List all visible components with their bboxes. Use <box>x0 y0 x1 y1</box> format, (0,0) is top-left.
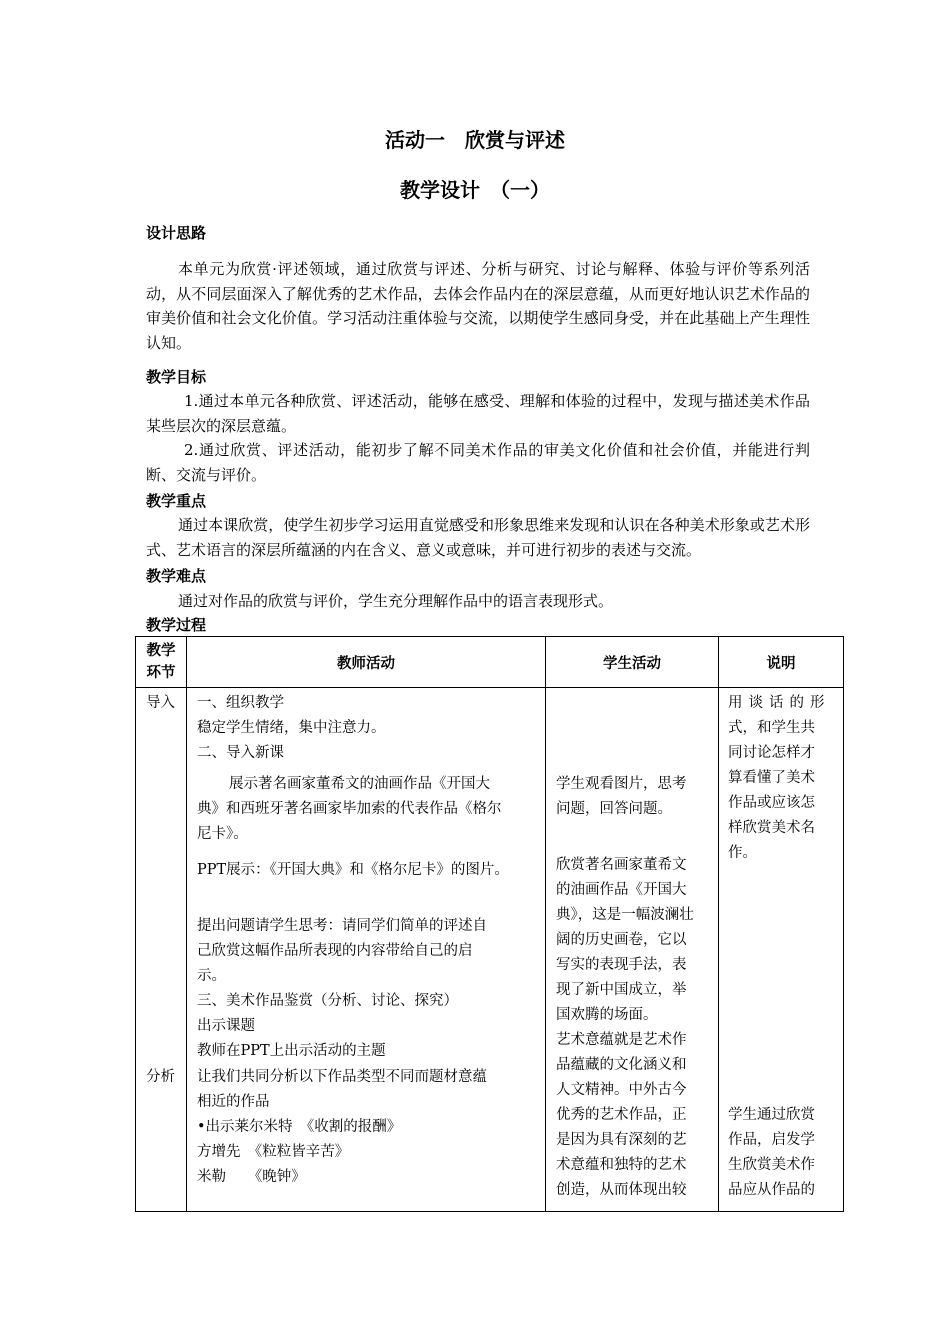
note-line: 算看懂了美术 <box>728 770 815 786</box>
document-subtitle: 教学设计 （一） <box>400 178 550 202</box>
student-line: 创造，从而体现出较 <box>556 1182 687 1198</box>
note-line: 生欣赏美术作 <box>728 1157 815 1173</box>
note-line: 同讨论怎样才 <box>728 745 815 761</box>
design-idea-heading: 设计思路 <box>146 224 207 242</box>
process-heading: 教学过程 <box>146 616 207 634</box>
stage-analysis: 分析 <box>146 1069 175 1085</box>
student-line: 的油画作品《开国大 <box>556 882 687 898</box>
header-stage-line2: 环节 <box>146 665 176 681</box>
teacher-line: 展示著名画家董希文的油画作品《开国大 <box>229 776 490 792</box>
note-line: 样欣赏美术名 <box>728 820 815 836</box>
teacher-line: 相近的作品 <box>197 1094 270 1110</box>
stage-cell <box>136 688 187 1212</box>
note-line: 式，和学生共 <box>728 720 815 736</box>
teacher-line: 典》和西班牙著名画家毕加索的代表作品《格尔 <box>197 801 502 817</box>
student-line: 术意蕴和独特的艺术 <box>556 1157 687 1173</box>
header-teacher: 教师活动 <box>187 637 546 688</box>
note-line: 作。 <box>728 845 757 861</box>
note-line: 作品或应该怎 <box>728 795 815 811</box>
header-student: 学生活动 <box>546 637 719 688</box>
teacher-line: 三、美术作品鉴赏（分析、讨论、探究） <box>197 993 458 1009</box>
teacher-line: 出示课题 <box>197 1018 255 1034</box>
teacher-line: 尼卡》。 <box>197 826 248 842</box>
teacher-line: •出示莱尔米特 《收割的报酬》 <box>197 1119 402 1135</box>
teacher-line: 让我们共同分析以下作品类型不同而题材意蕴 <box>197 1069 487 1085</box>
goal-item-1: 1.通过本单元各种欣赏、评述活动，能够在感受、理解和体验的过程中，发现与描述美术作品某些层次的深层意蕴。 <box>146 392 810 435</box>
teacher-line: 方增先 《粒粒皆辛苦》 <box>197 1144 350 1160</box>
note-line: 学生通过欣赏 <box>728 1107 815 1123</box>
teacher-line: 示。 <box>197 968 226 984</box>
header-stage <box>136 637 187 688</box>
student-activity-cell <box>546 688 719 1212</box>
teacher-line: 提出问题请学生思考：请同学们简单的评述自 <box>197 918 487 934</box>
student-line: 写实的表现手法，表 <box>556 957 687 973</box>
student-line: 优秀的艺术作品，正 <box>556 1107 687 1123</box>
teacher-activity-cell <box>187 688 546 1212</box>
document-title: 活动一 欣赏与评述 <box>385 128 565 152</box>
teacher-line: 一、组织教学 <box>197 695 284 711</box>
teacher-line: 己欣赏这幅作品所表现的内容带给自己的启 <box>197 943 473 959</box>
stage-intro: 导入 <box>146 695 175 711</box>
goal-item-2: 2.通过欣赏、评述活动，能初步了解不同美术作品的审美文化价值和社会价值，并能进行判断、交流与评价。 <box>146 441 810 484</box>
teacher-line: 米勒 《晚钟》 <box>197 1169 306 1185</box>
table-header-row <box>136 637 844 688</box>
header-stage-line1: 教学 <box>146 643 176 659</box>
teacher-line: PPT展示：《开国大典》和《格尔尼卡》的图片。 <box>197 862 509 878</box>
student-line: 艺术意蕴就是艺术作 <box>556 1032 687 1048</box>
header-note: 说明 <box>719 637 844 688</box>
key-points-heading: 教学重点 <box>146 492 207 510</box>
design-idea-text: 本单元为欣赏·评述领域，通过欣赏与评述、分析与研究、讨论与解释、体验与评价等系列活动，从不同层面深入了解优秀的艺术作品，去体会作品内在的深层意蕴，从而更好地认识艺术作品的审美价值和社会文化价值。学习活动注重体验与交流，以期使学生感同身受，并在此基础上产生理性认知。 <box>146 260 810 352</box>
student-line: 人文精神。中外古今 <box>556 1082 687 1098</box>
teacher-line: 二、导入新课 <box>197 745 284 761</box>
teacher-line: 教师在PPT上出示活动的主题 <box>197 1043 386 1059</box>
student-line: 阔的历史画卷，它以 <box>556 932 687 948</box>
student-line: 典》，这是一幅波澜壮 <box>556 907 694 923</box>
note-cell <box>719 688 844 1212</box>
difficulties-heading: 教学难点 <box>146 567 207 585</box>
student-line: 问题，回答问题。 <box>556 801 672 817</box>
student-line: 欣赏著名画家董希文 <box>556 857 687 873</box>
note-line: 品应从作品的 <box>728 1182 815 1198</box>
table-row <box>136 688 844 1212</box>
student-line: 国欢腾的场面。 <box>556 1007 658 1023</box>
student-line: 是因为具有深刻的艺 <box>556 1132 687 1148</box>
goals-heading: 教学目标 <box>146 368 207 386</box>
key-points-text: 通过本课欣赏，使学生初步学习运用直觉感受和形象思维来发现和认识在各种美术形象或艺术形式、艺术语言的深层所蕴涵的内在含义、意义或意味，并可进行初步的表述与交流。 <box>146 516 810 559</box>
note-line: 用谈话的形 <box>728 695 831 711</box>
teaching-process-table <box>135 636 844 1212</box>
student-line: 现了新中国成立，举 <box>556 982 687 998</box>
difficulties-text: 通过对作品的欣赏与评价，学生充分理解作品中的语言表现形式。 <box>178 592 614 610</box>
student-line: 学生观看图片，思考 <box>556 776 687 792</box>
teacher-line: 稳定学生情绪，集中注意力。 <box>197 720 386 736</box>
note-line: 作品，启发学 <box>728 1132 815 1148</box>
student-line: 品蕴藏的文化涵义和 <box>556 1057 687 1073</box>
